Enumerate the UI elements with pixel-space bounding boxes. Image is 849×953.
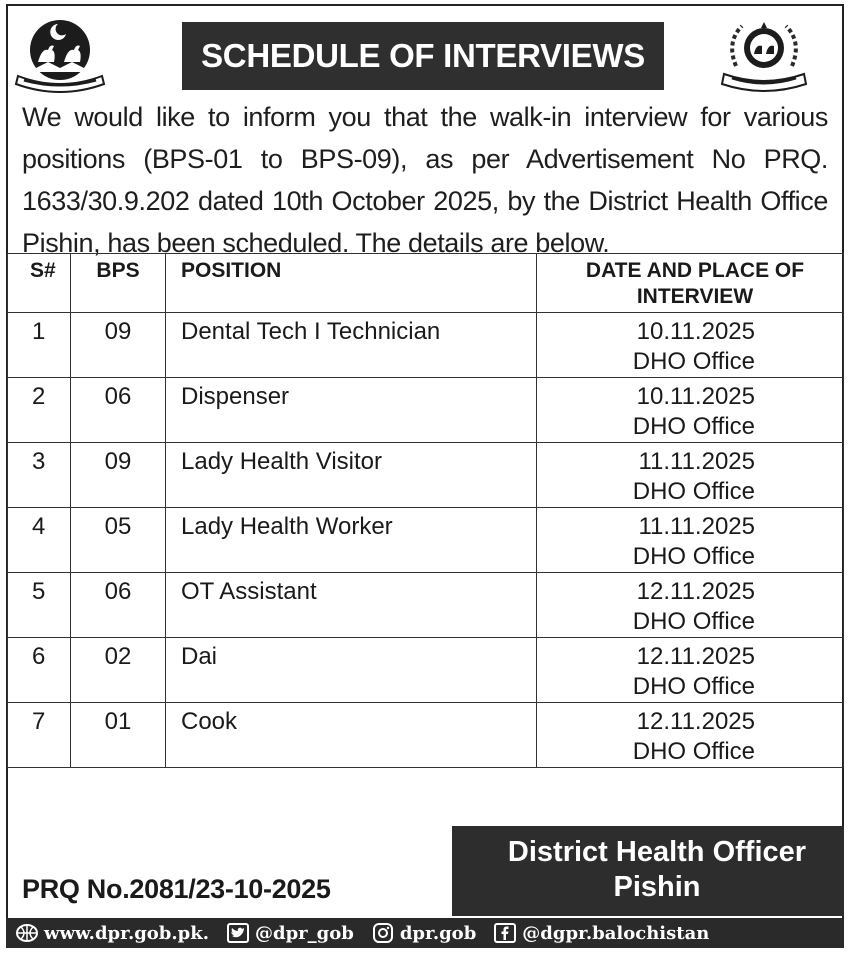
header-serial-number: S#: [8, 254, 71, 313]
signature-location: Pishin: [613, 871, 701, 903]
table-row: [8, 313, 844, 378]
cell-serial-number: 6: [8, 638, 71, 703]
footer-website[interactable]: [16, 923, 209, 944]
cell-date-place: [537, 638, 844, 703]
cell-bps: 09: [71, 443, 166, 508]
cell-bps: 02: [71, 638, 166, 703]
cell-bps: 09: [71, 313, 166, 378]
interview-place: DHO Office: [632, 413, 755, 440]
cell-date-place: [537, 573, 844, 638]
interview-date: 11.11.2025: [638, 513, 755, 540]
interview-place: DHO Office: [632, 673, 755, 700]
table-row: [8, 443, 844, 508]
cell-date-place: [537, 313, 844, 378]
footer-twitter[interactable]: [227, 923, 354, 944]
interview-date: 11.11.2025: [638, 448, 755, 475]
globe-icon: [16, 923, 38, 943]
facebook-icon: [494, 923, 516, 943]
table-row: [8, 378, 844, 443]
interview-place: DHO Office: [632, 348, 755, 375]
interview-place: DHO Office: [632, 608, 755, 635]
title-banner: [182, 22, 664, 90]
cell-position: Cook: [166, 703, 537, 768]
signature-block: [452, 826, 844, 916]
footer-instagram[interactable]: [372, 923, 476, 944]
cell-position: Lady Health Worker: [166, 508, 537, 573]
cell-date-place: [537, 508, 844, 573]
table-header-row: [8, 254, 844, 313]
cell-position: Dispenser: [166, 378, 537, 443]
table-row: [8, 573, 844, 638]
cell-position: Lady Health Visitor: [166, 443, 537, 508]
prq-number: PRQ No.2081/23-10-2025: [22, 874, 331, 904]
cell-bps: 06: [71, 573, 166, 638]
cell-date-place: [537, 703, 844, 768]
header-date-line2: INTERVIEW: [636, 285, 754, 308]
footer-social-bar: [6, 918, 844, 948]
twitter-icon: [227, 923, 249, 943]
health-department-emblem-logo: [718, 14, 810, 94]
table-row: [8, 638, 844, 703]
interview-place: DHO Office: [632, 478, 755, 505]
cell-position: OT Assistant: [166, 573, 537, 638]
interview-date: 10.11.2025: [636, 318, 755, 345]
instagram-icon: [372, 923, 394, 943]
cell-serial-number: 4: [8, 508, 71, 573]
website-text: www.dpr.gob.pk.: [44, 922, 209, 944]
cell-serial-number: 7: [8, 703, 71, 768]
instagram-handle: dpr.gob: [399, 922, 477, 944]
cell-serial-number: 3: [8, 443, 71, 508]
page-title: SCHEDULE OF INTERVIEWS: [201, 37, 645, 74]
cell-position: Dental Tech I Technician: [166, 313, 537, 378]
footer-facebook[interactable]: [494, 923, 709, 944]
signature-title: District Health Officer: [507, 836, 807, 868]
table-row: [8, 703, 844, 768]
interview-place: DHO Office: [632, 738, 755, 765]
cell-position: Dai: [166, 638, 537, 703]
cell-bps: 05: [71, 508, 166, 573]
cell-bps: 01: [71, 703, 166, 768]
interview-date: 12.11.2025: [636, 578, 755, 605]
header-date-line1: DATE AND PLACE OF: [585, 259, 805, 282]
interview-date: 12.11.2025: [636, 708, 755, 735]
header-date-and-place: [537, 254, 844, 313]
interview-place: DHO Office: [632, 543, 755, 570]
intro-paragraph: We would like to inform you that the walk-in interview for various positions (BPS-01 to BPS-09), as per Advertisement No PRQ. 1633/30.9.202 dated 10th October 2025, by the District Health Office Pishin, has been scheduled. The details are below.: [22, 102, 828, 258]
header-bps: BPS: [71, 254, 166, 313]
balochistan-emblem-logo: [14, 14, 106, 94]
cell-date-place: [537, 378, 844, 443]
interview-date: 12.11.2025: [636, 643, 755, 670]
cell-serial-number: 5: [8, 573, 71, 638]
cell-date-place: [537, 443, 844, 508]
cell-serial-number: 2: [8, 378, 71, 443]
table-row: [8, 508, 844, 573]
interview-schedule-table: [7, 253, 844, 768]
interview-date: 10.11.2025: [636, 383, 755, 410]
twitter-handle: @dpr_gob: [254, 922, 354, 944]
header-position: POSITION: [166, 254, 537, 313]
facebook-handle: @dgpr.balochistan: [522, 922, 710, 944]
cell-bps: 06: [71, 378, 166, 443]
cell-serial-number: 1: [8, 313, 71, 378]
